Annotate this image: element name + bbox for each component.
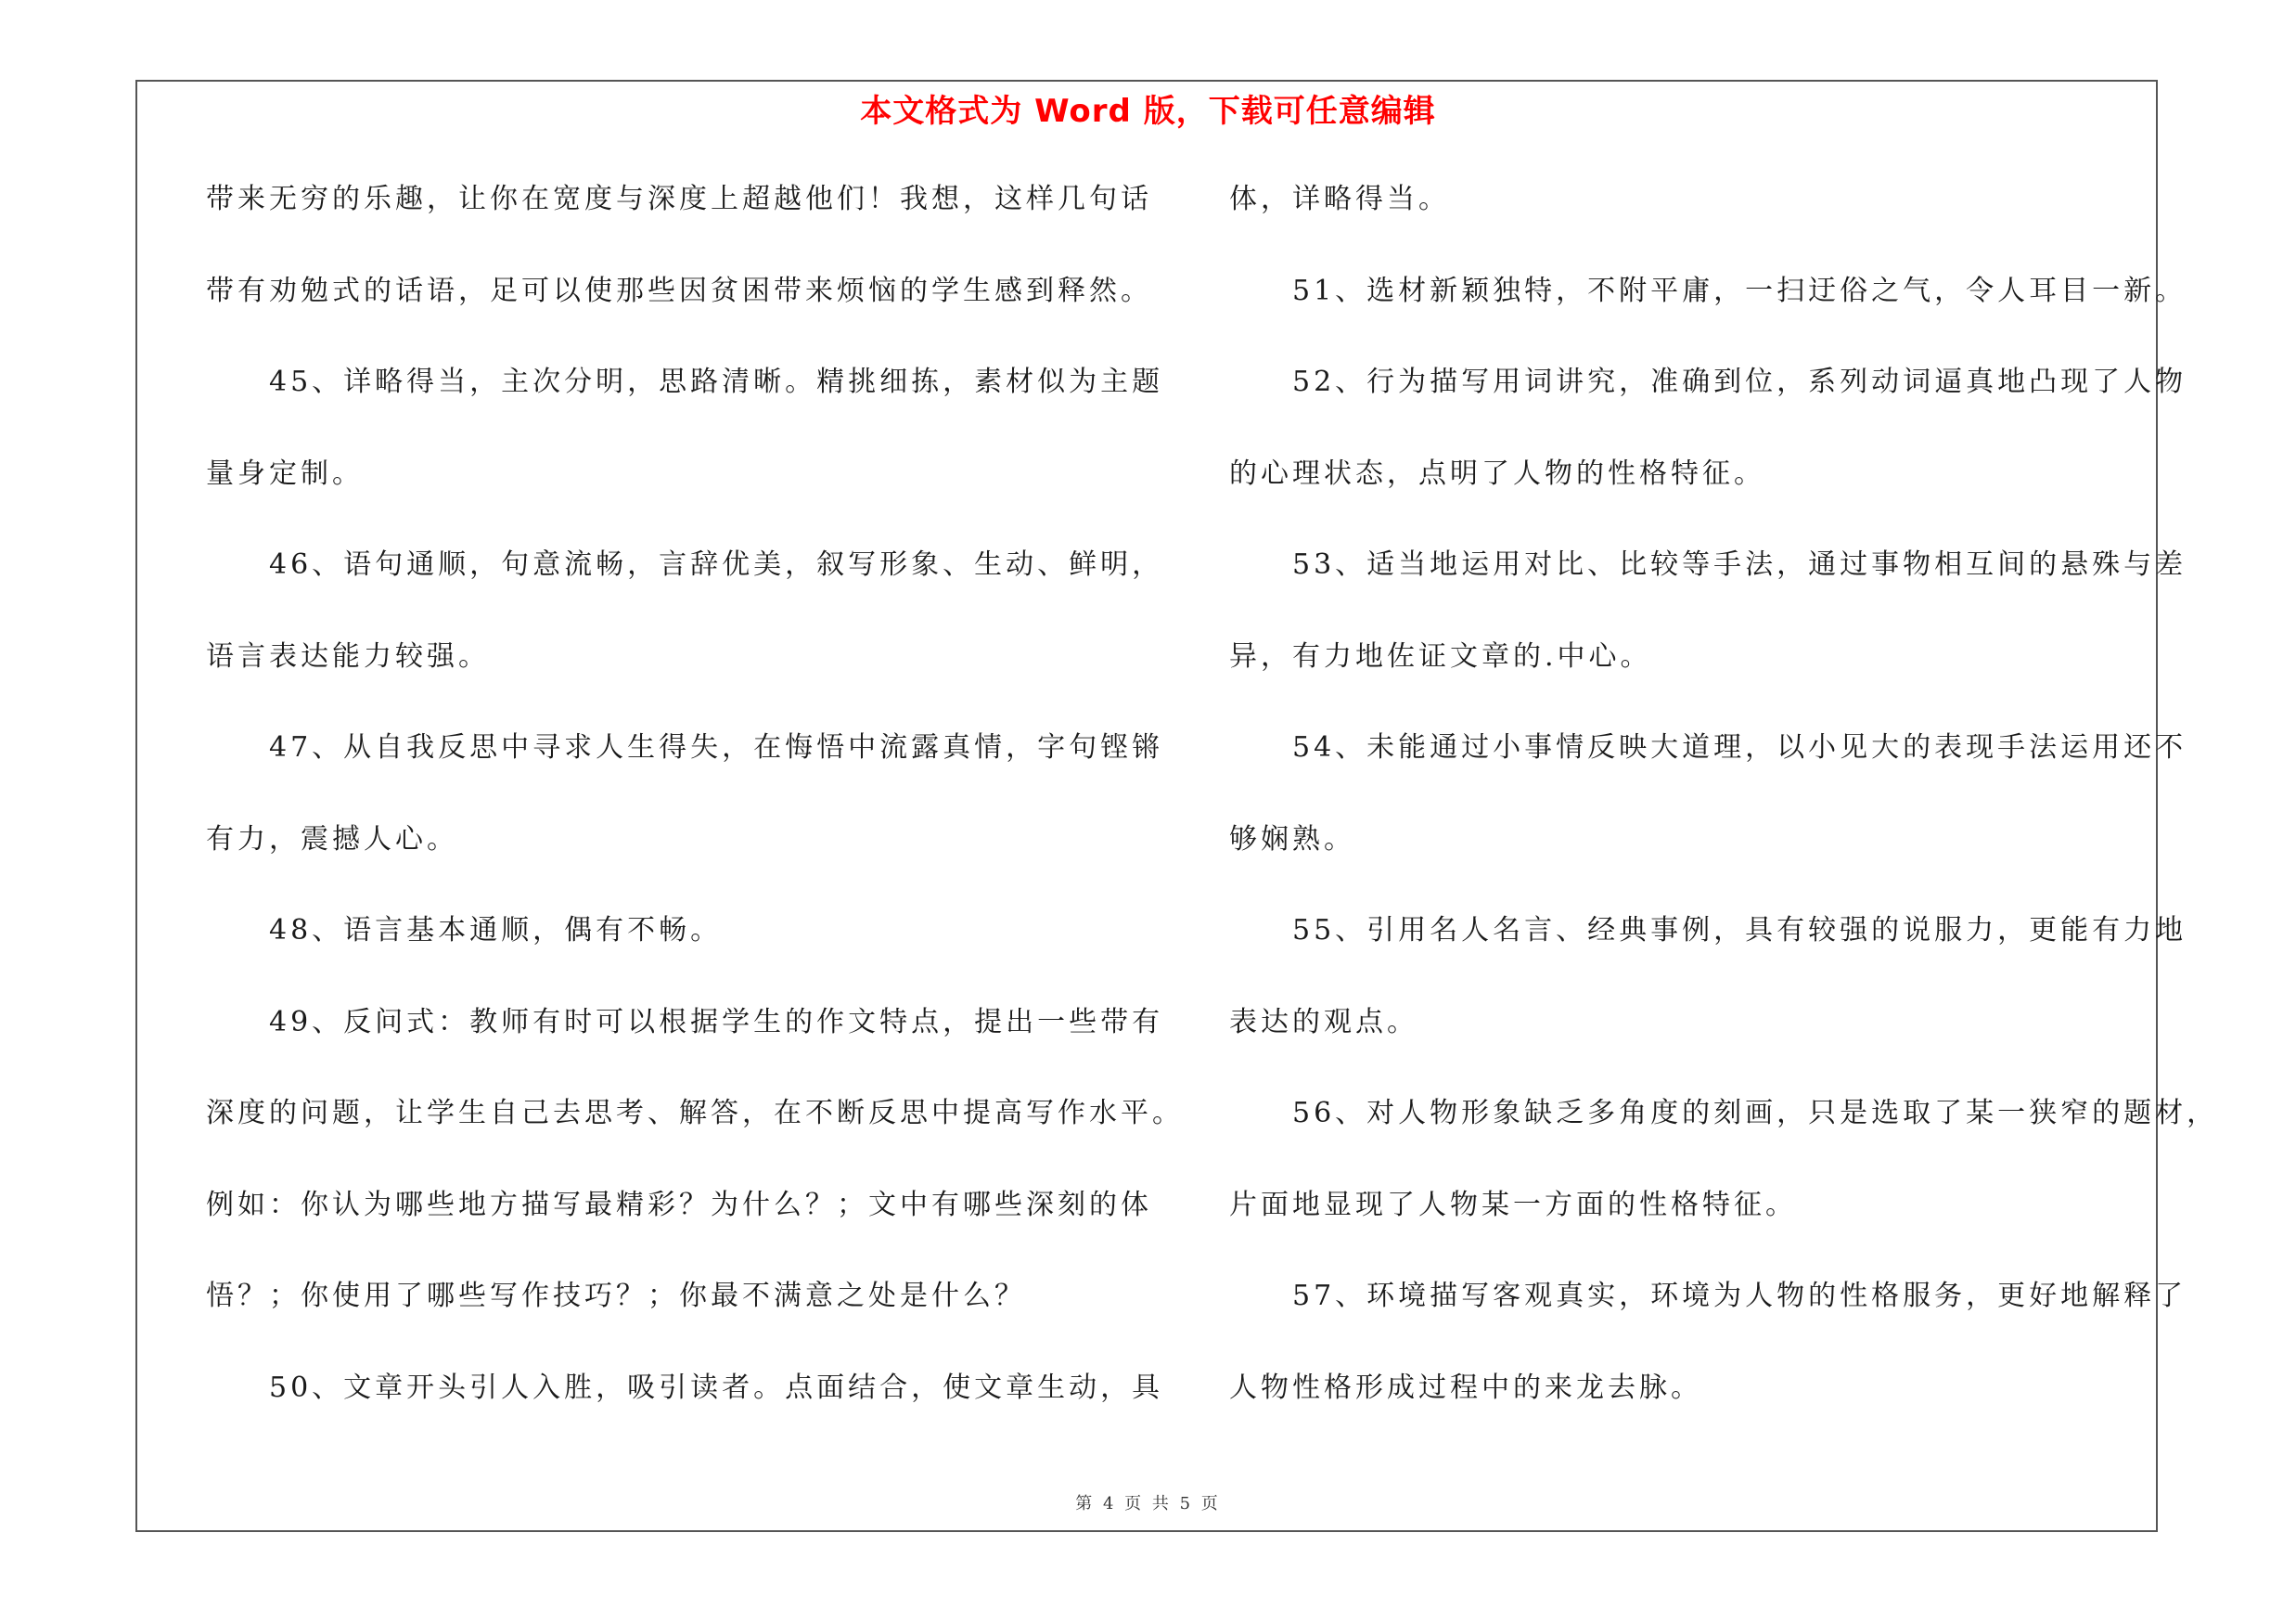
text-line: 57、环境描写客观真实，环境为人物的性格服务，更好地解释了	[1229, 1280, 2187, 1312]
text-line: 50、文章开头引人入胜，吸引读者。点面结合，使文章生动，具	[206, 1371, 1164, 1404]
text-line: 表达的观点。	[1229, 1005, 1418, 1038]
text-line: 量身定制。	[206, 457, 364, 490]
format-banner: 本文格式为 Word 版，下载可任意编辑	[860, 93, 1436, 130]
text-line: 的心理状态，点明了人物的性格特征。	[1229, 457, 1765, 490]
text-line: 45、详略得当，主次分明，思路清晰。精挑细拣，素材似为主题	[206, 366, 1164, 398]
text-line: 异，有力地佐证文章的.中心。	[1229, 639, 1652, 673]
text-line: 例如：你认为哪些地方描写最精彩？为什么？；文中有哪些深刻的体	[206, 1188, 1152, 1221]
text-line: 带有劝勉式的话语，足可以使那些因贫困带来烦恼的学生感到释然。	[206, 274, 1152, 307]
text-line: 53、适当地运用对比、比较等手法，通过事物相互间的悬殊与差	[1229, 548, 2187, 581]
text-line: 52、行为描写用词讲究，准确到位，系列动词逼真地凸现了人物	[1229, 366, 2187, 398]
text-line: 带来无穷的乐趣，让你在宽度与深度上超越他们！我想，这样几句话	[206, 183, 1152, 215]
text-line: 有力，震撼人心。	[206, 822, 458, 856]
text-line: 56、对人物形象缺乏多角度的刻画，只是选取了某一狭窄的题材，	[1229, 1097, 2219, 1129]
text-line: 片面地显现了人物某一方面的性格特征。	[1229, 1188, 1797, 1221]
text-line: 人物性格形成过程中的来龙去脉。	[1229, 1371, 1702, 1404]
text-line: 55、引用名人名言、经典事例，具有较强的说服力，更能有力地	[1229, 914, 2187, 947]
page-number: 第 4 页 共 5 页	[1075, 1494, 1221, 1514]
text-line: 深度的问题，让学生自己去思考、解答，在不断反思中提高写作水平。	[206, 1097, 1184, 1129]
right-column	[1229, 183, 2219, 1465]
text-line: 49、反问式：教师有时可以根据学生的作文特点，提出一些带有	[206, 1005, 1164, 1038]
text-line: 47、从自我反思中寻求人生得失，在悔悟中流露真情，字句铿锵	[206, 731, 1164, 764]
left-column	[206, 183, 1184, 1465]
text-line: 够娴熟。	[1229, 822, 1355, 856]
text-line: 悟？；你使用了哪些写作技巧？；你最不满意之处是什么？	[206, 1280, 1026, 1312]
text-line: 48、语言基本通顺，偶有不畅。	[206, 914, 723, 947]
text-line: 54、未能通过小事情反映大道理，以小见大的表现手法运用还不	[1229, 731, 2187, 764]
text-line: 语言表达能力较强。	[206, 639, 490, 673]
text-line: 51、选材新颖独特，不附平庸，一扫迂俗之气，令人耳目一新。	[1229, 274, 2187, 307]
text-line: 46、语句通顺，句意流畅，言辞优美，叙写形象、生动、鲜明，	[206, 548, 1164, 581]
text-line: 体，详略得当。	[1229, 183, 1450, 215]
